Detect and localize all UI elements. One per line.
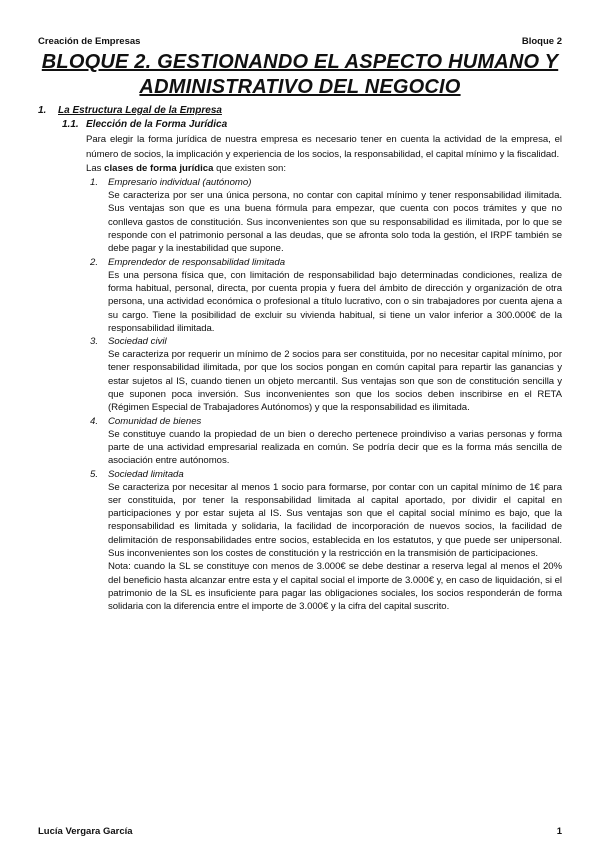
list-item-label: Emprendedor de responsabilidad limitada — [108, 256, 286, 268]
document-title — [30, 50, 570, 100]
subsection-title: Elección de la Forma Jurídica — [86, 119, 228, 130]
header-course-name: Creación de Empresas — [38, 36, 141, 47]
footer-author: Lucía Vergara García — [38, 826, 133, 837]
list-item-number: 2. — [90, 256, 99, 268]
subsection-heading-1-1 — [62, 118, 562, 132]
list-item-title — [90, 415, 562, 428]
list-item-body: Se caracteriza por ser una única persona, no contar con capital mínimo y tener responsabilidad ilimitada. Sus ventajas son que es una buena fórmula para empezar, que cuenta con pocos trámites y que no conlleva gastos de constitución. Sus inconvenientes son que su responsabilidad es ilimitada, por lo que se responde con el patrimonio personal a las deudas, que se afronta solo toda la gestión, el IRPF también se debe pagar y la inestabilidad que supone. — [108, 190, 562, 255]
list-item-title — [90, 335, 562, 348]
list-item-label: Sociedad civil — [108, 336, 167, 348]
section-heading-1 — [38, 104, 562, 118]
list-item-label: Comunidad de bienes — [108, 415, 202, 427]
page-number: 1 — [556, 826, 562, 837]
lead-suffix: que existen son: — [213, 163, 286, 175]
list-item-number: 4. — [90, 415, 99, 427]
list-item-body: Se constituye cuando la propiedad de un bien o derecho pertenece proindiviso a varias personas y forma parte de una actividad empresarial realizada en común. Se podría decir que es la forma más sencilla de asociación entre autónomos. — [108, 428, 562, 467]
lead-prefix: Las — [86, 163, 105, 175]
document-body — [38, 104, 562, 614]
list-item-body: Es una persona física que, con limitación de responsabilidad bajo determinadas condiciones, realiza de forma habitual, personal, directa, por cuenta propia y fuera del ámbito de dirección y organización de otra persona, una actividad económica o profesional a título lucrativo, con o sin trabajadores por cuenta ajena a su cargo. Tiene la posibilidad de excluir su vivienda habitual, si tiene un valor inferior a 300.000€ de la responsabilidad ilimitada. — [108, 269, 562, 334]
list-item-title — [90, 468, 562, 481]
lead-sentence — [86, 162, 562, 176]
list-item-body: Se caracteriza por requerir un mínimo de 2 socios para ser constituida, por no necesitar capital mínimo, por tener responsabilidad ilimitada, por que los socios pongan en común capital para repartir las ganancias y estar sujetos al IS, cuando tienen un objeto mercantil. Sus ventajas son que son de constitución sencilla y que suponen poca inversión. Sus inconvenientes son que los socios deben inscribirse en el RETA (Régimen Especial de Trabajadores Autónomos) y que la responsabilidad es ilimitada. — [108, 349, 562, 414]
header-block-label: Bloque 2 — [521, 36, 562, 47]
list-item-label: Sociedad limitada — [108, 468, 184, 480]
intro-paragraph: Para elegir la forma jurídica de nuestra empresa es necesario tener en cuenta la actividad de la empresa, el número de socios, la implicación y experiencia de los socios, la responsabilidad, el capital mínimo y la fiscalidad. — [86, 134, 562, 160]
list-item-title — [90, 176, 562, 189]
title-line-2: ADMINISTRATIVO DEL NEGOCIO — [139, 76, 461, 98]
section-title: La Estructura Legal de la Empresa — [58, 105, 222, 116]
title-line-1: BLOQUE 2. GESTIONANDO EL ASPECTO HUMANO Y — [41, 51, 559, 73]
section-number: 1. — [38, 105, 47, 116]
list-item-number: 3. — [90, 336, 99, 348]
subsection-number: 1.1. — [62, 119, 79, 130]
running-header — [38, 36, 562, 47]
running-footer — [38, 826, 562, 837]
list-item-number: 1. — [90, 177, 99, 189]
list-item-label: Empresario individual (autónomo) — [108, 177, 252, 189]
list-item-body: Se caracteriza por necesitar al menos 1 socio para formarse, por contar con un capital mínimo de 1€ para ser constituida, por tener la responsabilidad limitada al capital aportado, por dividir el capital en participaciones y por estar sujeta al IS. Sus ventajas son que el capital social mínimo es bajo, que la responsabilidad es limitada y solidaria, la facilidad de incorporación de nuevos socios, la facilidad de delimitación de responsabilidades entre socios, establecida en los estatutos, y que puede ser unipersonal. Sus inconvenientes son los costes de constitución y la restricción en la transmisión de participaciones. — [108, 481, 562, 560]
list-item-title — [90, 256, 562, 269]
lead-bold: clases de forma jurídica — [104, 163, 214, 175]
list-item-note: Nota: cuando la SL se constituye con menos de 3.000€ se debe destinar a reserva legal al menos el 20% del beneficio hasta alcanzar entre esta y el capital social el importe de 3.000€ y, en caso de liquidación, si el patrimonio de la SL es insuficiente para pagar las obligaciones sociales, los socios responderán de forma solidaria con la diferencia entre el importe de 3.000€ y la cifra del capital suscrito. — [108, 561, 562, 613]
list-item-number: 5. — [90, 468, 99, 480]
